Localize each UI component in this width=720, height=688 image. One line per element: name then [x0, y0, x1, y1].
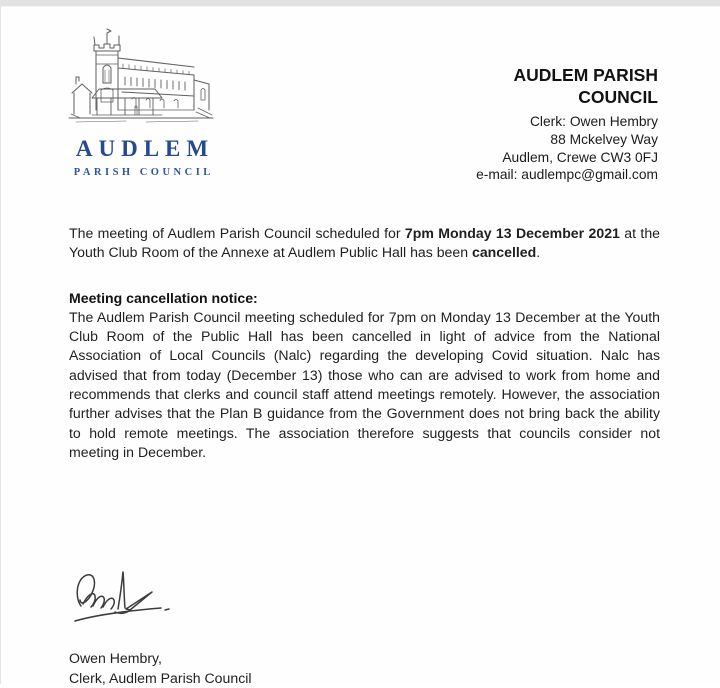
signoff: [69, 649, 660, 688]
handwritten-signature-icon: [71, 566, 175, 628]
intro-paragraph: [69, 224, 660, 263]
org-name-line1: AUDLEM PARISH: [513, 65, 658, 85]
intro-seg5: .: [536, 244, 541, 261]
org-name: [476, 64, 658, 108]
email-line: e-mail: audlempc@gmail.com: [476, 167, 658, 183]
notice-heading: Meeting cancellation notice:: [69, 289, 258, 306]
letterhead: [476, 64, 658, 184]
intro-seg3: at the Youth Club Room of the Annexe at Audlem Public Hall has been: [69, 225, 660, 261]
window-top-strip: [1, 0, 720, 7]
church-illustration-icon: [66, 20, 218, 134]
address-line2: Audlem, Crewe CW3 0FJ: [502, 149, 658, 165]
signoff-name: Owen Hembry,: [69, 650, 162, 667]
signoff-role: Clerk, Audlem Parish Council: [69, 669, 252, 686]
signature-block: [71, 566, 660, 633]
org-name-line2: COUNCIL: [578, 87, 658, 107]
meeting-datetime: 7pm Monday 13 December 2021: [404, 225, 620, 241]
logo-title: AUDLEM: [75, 136, 215, 161]
parish-logo: [63, 20, 221, 178]
logo-subtitle: PARISH COUNCIL: [73, 167, 214, 178]
notice-paragraph: The Audlem Parish Council meeting scheduled for 7pm on Monday 13 December at the Youth Club Room of the Public Hall has been cancelled in light of advice from the National Association of Local Councils (Nalc) regarding the developing Covid situation. Nalc has advised that from today (December 13) those who can are advised to work from home and recommends that clerks and council staff attend meetings remotely. However, the association further advises that the Plan B guidance from the Government does not bring back the ability to hold remote meetings. The association therefore suggests that councils consider not meeting in December.: [69, 308, 660, 460]
letter-body: [69, 224, 660, 688]
address-line1: 88 Mckelvey Way: [550, 131, 658, 147]
intro-seg1: The meeting of Audlem Parish Council scheduled for: [69, 225, 405, 241]
contact-details: [476, 113, 658, 184]
clerk-line: Clerk: Owen Hembry: [529, 114, 658, 129]
cancelled-emphasis: cancelled: [471, 244, 537, 261]
